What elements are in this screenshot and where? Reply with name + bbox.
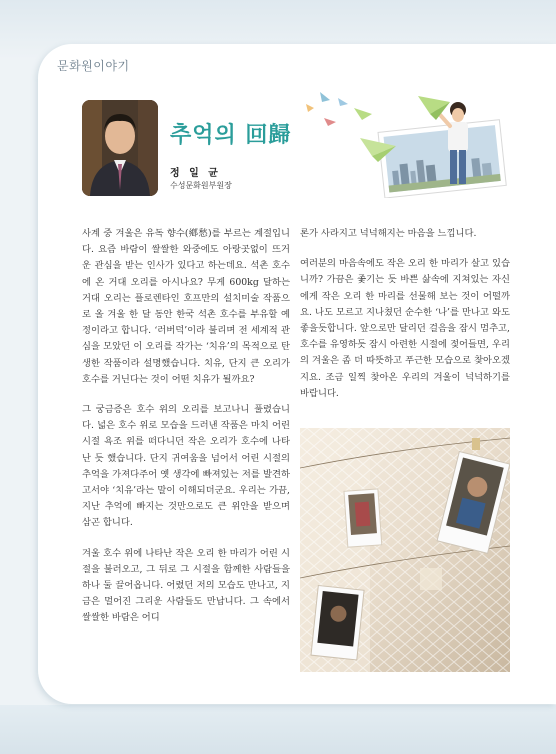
author-name: 정 일 균 xyxy=(170,168,221,179)
body-paragraph: 그 궁금증은 호수 위의 오리를 보고나니 풀렸습니다. 넓은 호수 위로 모습을 드러낸 작품은 마치 어린 시절 욕조 위를 떠다니던 작은 오리가 호수에 나타난 듯 했습니다. 단지 귀여움을 넘어서 어린 시절의 추억을 가져다주어 옛 생각에 빠져있는 저를 발견하고서야 ‘치유’라는 말이 이해되더군요. 우리는 가끔, 지난 추억에 빠지는 것만으로도 큰 위안을 받으며 삼곤 합니다. xyxy=(82,404,290,529)
article-title: 추억의 回歸 xyxy=(170,123,292,148)
bottom-band xyxy=(0,705,556,754)
body-column-left xyxy=(82,226,290,641)
author-photo xyxy=(82,100,158,196)
hanging-photos-image xyxy=(300,428,510,672)
body-paragraph: 론가 사라지고 넉넉해지는 마음을 느낍니다. xyxy=(300,228,477,239)
body-paragraph: 여러분의 마음속에도 작은 오리 한 마리가 살고 있습니까? 가끔은 좇기는 듯 바쁜 삶속에 지쳐있는 자신에게 작은 오리 한 마리를 선물해 보는 것이 어떨까요. 나도 모르고 지나쳤던 순수한 ‘나’를 만나고 와도 좋을듯합니다. 앞으로만 달리던 걸음을 잠시 멈추고, 호수를 유영하듯 잠시 아련한 시절에 젖어들면, 우리의 겨울은 좀 더 따뜻하고 푸근한 모습으로 찾아오겠지요. 조금 일찍 찾아온 우리의 겨울이 넉넉하기를 바랍니다. xyxy=(300,258,510,399)
paper-plane-illustration xyxy=(300,88,510,198)
body-paragraph: 겨울 호수 위에 나타난 작은 오리 한 마리가 어린 시절을 불러오고, 그 뒤로 그 시절을 함께한 사람들을 하나 둘 끌어옵니다. 어렸던 저의 모습도 만나고, 지금은 멀어진 그리운 사람들도 만납니다. 그 속에서 쌀쌀한 바람은 어디 xyxy=(82,547,290,624)
body-paragraph: 사계 중 겨울은 유독 향수(鄕愁)를 부르는 계절입니다. 요즘 바람이 쌀쌀한 와중에도 아랑곳없이 뜨거운 관심을 받는 인사가 있다고 하는데요. 석촌 호수에 온 거대 오리를 아시나요? 무게 600kg 달하는 거대 오리는 플로렌타인 호프만의 설치미술 작품으로 올 겨울 한 달 동안 한국 석촌 호수를 부유할 예정이라고 합니다. ‘러버덕’이라 불리며 전 세계적 관심을 모았던 이 오리를 작가는 ‘치유’의 목적으로 탄생한 작품이라 설명했습니다. 치유, 단지 큰 오리가 호수를 거닌다는 것이 어떤 치유가 될까요? xyxy=(82,228,290,385)
body-column-right xyxy=(300,226,510,416)
section-label: 문화원이야기 xyxy=(57,59,130,73)
author-title: 수성문화원부원장 xyxy=(170,181,232,190)
